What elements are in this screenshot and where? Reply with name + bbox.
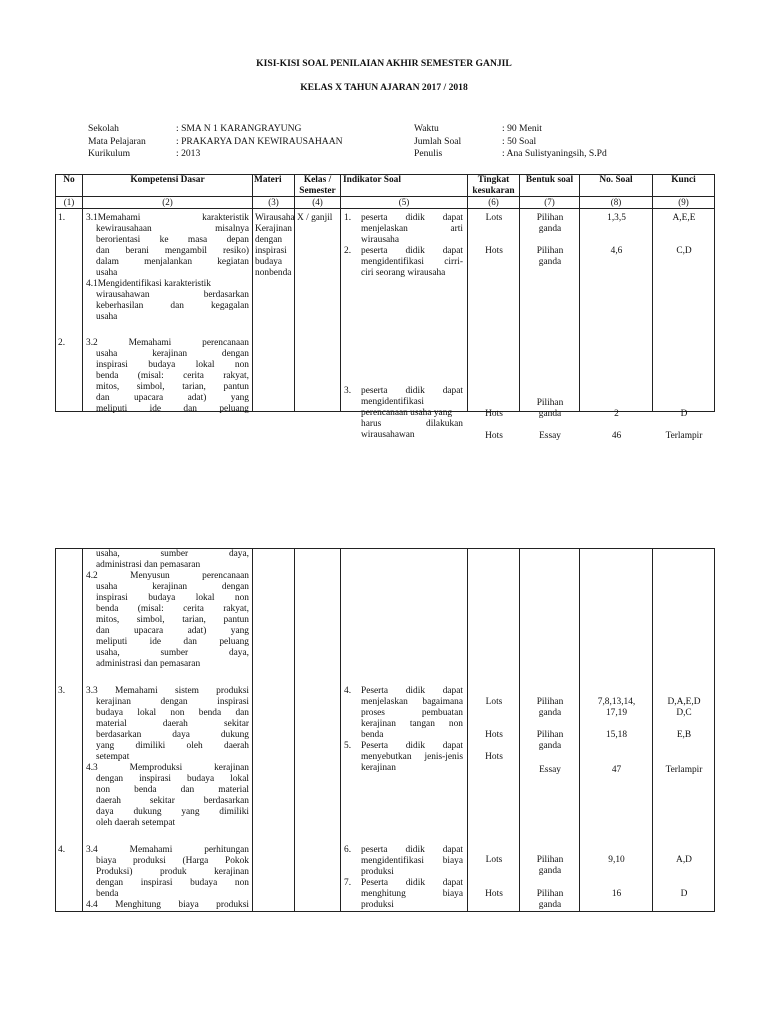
- colnum: (5): [341, 197, 468, 209]
- kunci-cell: A,E,E C,D D Terlampir: [653, 209, 715, 412]
- info-labels-right: [414, 123, 461, 161]
- indikator-cell: 1. peserta didik dapat menjelaskan arti wirausaha 2. peserta didik dapat mengidentifikasi cirri- ciri seorang wirausaha 3. peserta didik dapat mengidentifikasi perencanaan usaha yang harus dilakukan wirausahawan: [341, 209, 468, 412]
- header-kunci: Kunci: [653, 175, 715, 197]
- kisi-table-bottom: [55, 548, 715, 912]
- info-labels-left: [88, 123, 146, 161]
- nosoal-cell: 7,8,13,14, 17,19 15,18 47 9,10 16: [580, 549, 653, 912]
- info-values-left: [176, 123, 343, 161]
- materi-cell: [253, 549, 295, 912]
- kelas-cell: [295, 549, 341, 912]
- kd-cell: [83, 209, 253, 412]
- jumlah-value: : 50 Soal: [502, 135, 537, 147]
- header-indikator: Indikator Soal: [341, 175, 468, 197]
- kd-r3: 3.3 Memahami sistem produksi kerajinan dengan inspirasi budaya lokal non benda dan material daerah sekitar berdasarkan daya dukung yang dimiliki oleh daerah setempat 4.3 Memproduksi kerajinan dengan inspirasi budaya lokal non benda dan material daerah sekitar berdasarkan daya dukung yang dimiliki oleh daerah setempat: [86, 686, 249, 828]
- kelas-cell: X / ganjil: [295, 209, 341, 412]
- waktu-value: : 90 Menit: [502, 123, 542, 134]
- tingkat-cell: Lots Hots Hots Hots: [468, 209, 520, 412]
- kurikulum-label: Kurikulum: [88, 148, 131, 160]
- info-values-right: [502, 123, 607, 161]
- mapel-value: : PRAKARYA DAN KEWIRAUSAHAAN: [176, 135, 343, 147]
- kd-cell: [83, 549, 253, 912]
- no-cell: 1. 2.: [56, 209, 83, 412]
- header-no: No: [56, 175, 83, 197]
- waktu-label: Waktu: [414, 123, 439, 134]
- colnum: (3): [253, 197, 295, 209]
- bentuk-cell: Pilihan ganda Pilihan ganda Pilihan ganda Essay: [520, 209, 580, 412]
- header-nosoal: No. Soal: [580, 175, 653, 197]
- colnum: (2): [83, 197, 253, 209]
- header-tingkat: Tingkat kesukaran: [468, 175, 520, 197]
- tingkat-cell: Lots Hots Hots Lots Hots: [468, 549, 520, 912]
- colnum: (7): [520, 197, 580, 209]
- table-row: [56, 209, 715, 412]
- colnum: (4): [295, 197, 341, 209]
- header-kelas: Kelas / Semester: [295, 175, 341, 197]
- doc-title: KISI-KISI SOAL PENILAIAN AKHIR SEMESTER GANJIL: [256, 58, 512, 69]
- jumlah-label: Jumlah Soal: [414, 135, 462, 147]
- indikator-cell: 4. Peserta didik dapat menjelaskan bagaimana proses pembuatan kerajinan tangan non benda 5. Peserta didik dapat menyebutkan jenis-jenis kerajinan 6. peserta didik dapat mengidentifikasi biaya produksi 7. Peserta didik dapat menghitung biaya produksi: [341, 549, 468, 912]
- header-bentuk: Bentuk soal: [520, 175, 580, 197]
- colnum: (8): [580, 197, 653, 209]
- kd-r4: 3.4 Memahami perhitungan biaya produksi (Harga Pokok Produksi) produk kerajinan dengan inspirasi budaya non benda 4.4 Menghitung biaya produksi: [86, 845, 249, 910]
- kisi-table-top: [55, 174, 715, 441]
- doc-subtitle: KELAS X TAHUN AJARAN 2017 / 2018: [300, 82, 468, 93]
- header-kd: Kompetensi Dasar: [83, 175, 253, 197]
- kd-r2-cont: usaha, sumber daya, administrasi dan pemasaran 4.2 Menyusun perencanaan usaha kerajinan dengan inspirasi budaya lokal non benda (misal: cerita rakyat, mitos, simbol, tarian, pantun dan upacara adat) yang meliputi ide dan peluang usaha, sumber daya, administrasi dan pemasaran: [86, 549, 249, 669]
- colnum: (1): [56, 197, 83, 209]
- kunci-cell: D,A,E,D D,C E,B Terlampir A,D D: [653, 549, 715, 912]
- mapel-label: Mata Pelajaran: [88, 135, 146, 147]
- nosoal-cell: 1,3,5 4,6 2 46: [580, 209, 653, 412]
- materi-cell: Wirausaha Kerajinan dengan inspirasi budaya nonbenda: [253, 209, 295, 412]
- table-row: [56, 549, 715, 912]
- sekolah-label: Sekolah: [88, 123, 119, 134]
- colnum: (9): [653, 197, 715, 209]
- bentuk-cell: Pilihan ganda Pilihan ganda Essay Pilihan ganda Pilihan ganda: [520, 549, 580, 912]
- kd-r2: 3.2 Memahami perencanaan usaha kerajinan dengan inspirasi budaya lokal non benda (misal: cerita rakyat, mitos, simbol, tarian, pantun dan upacara adat) yang meliputi ide dan peluang: [86, 338, 249, 414]
- header-materi: Materi: [253, 175, 295, 197]
- no-cell: 3. 4.: [56, 549, 83, 912]
- colnum: (6): [468, 197, 520, 209]
- kd-r1: 3.1Memahami karakteristik kewirausahaan misalnya berorientasi ke masa depan dan berani mengambil resiko) dalam menjalankan kegiatan usaha 4.1Mengidentifikasi karakteristik wirausahawan berdasarkan keberhasilan dan kegagalan usaha: [86, 213, 249, 322]
- penulis-value: : Ana Sulistyaningsih, S.Pd: [502, 148, 607, 160]
- kurikulum-value: : 2013: [176, 148, 201, 160]
- sekolah-value: : SMA N 1 KARANGRAYUNG: [176, 123, 302, 134]
- penulis-label: Penulis: [414, 148, 443, 160]
